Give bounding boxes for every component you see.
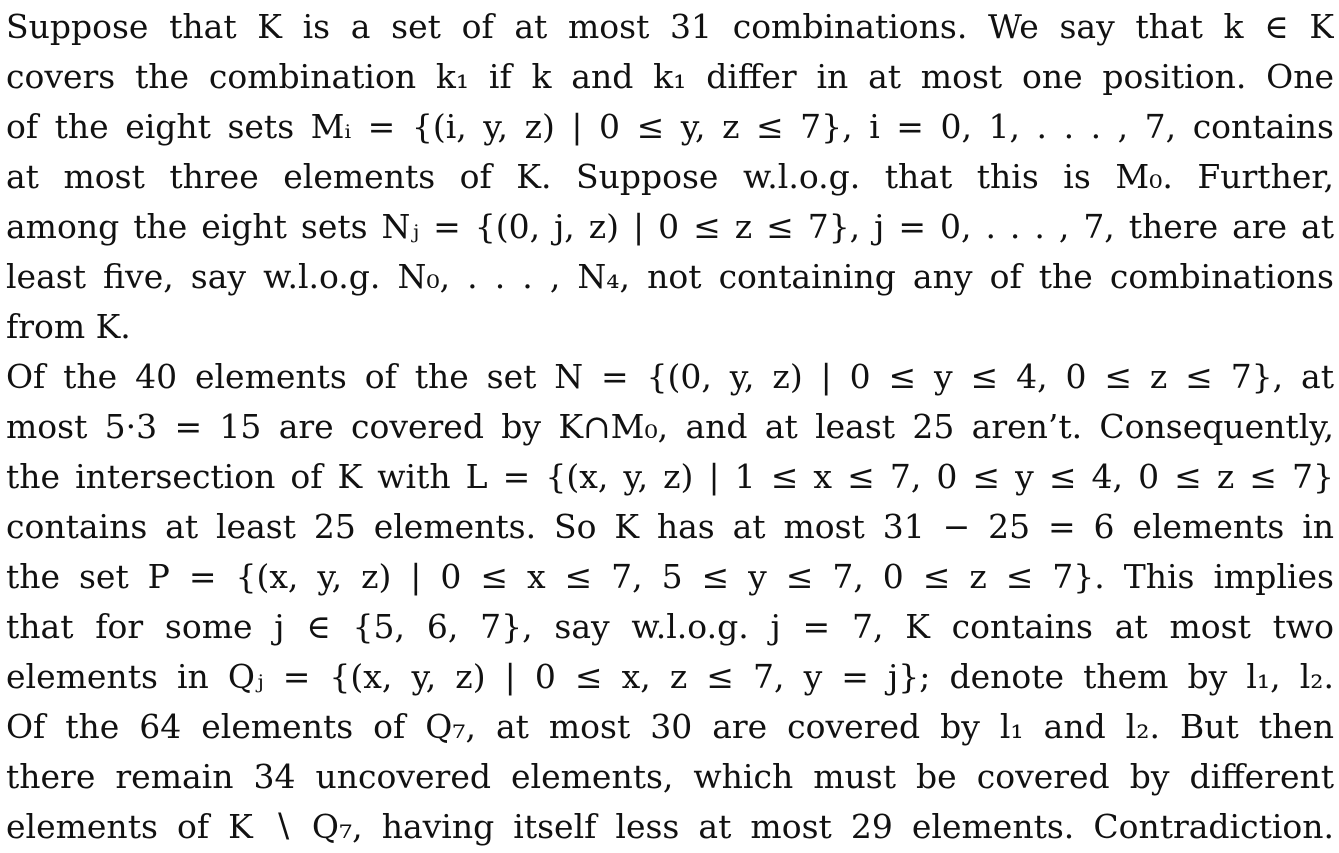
text-line: elements of K ∖ Q₇, having itself less at most 29 elements. Contradiction. bbox=[6, 807, 1334, 846]
text-line: Of the 40 elements of the set N = {(0, y, z) | 0 ≤ y ≤ 4, 0 ≤ z ≤ 7}, at bbox=[6, 357, 1334, 396]
text-line: that for some j ∈ {5, 6, 7}, say w.l.o.g. j = 7, K contains at most two bbox=[6, 607, 1334, 646]
text-line: covers the combination k₁ if k and k₁ differ in at most one position. One bbox=[6, 57, 1334, 96]
text-line: Of the 64 elements of Q₇, at most 30 are covered by l₁ and l₂. But then bbox=[6, 707, 1334, 746]
text-line: among the eight sets Nⱼ = {(0, j, z) | 0 ≤ z ≤ 7}, j = 0, . . . , 7, there are at bbox=[6, 207, 1334, 246]
text-line: the set P = {(x, y, z) | 0 ≤ x ≤ 7, 5 ≤ y ≤ 7, 0 ≤ z ≤ 7}. This implies bbox=[6, 557, 1334, 596]
document-body bbox=[6, 2, 1334, 852]
text-line: at most three elements of K. Suppose w.l.o.g. that this is M₀. Further, bbox=[6, 157, 1334, 196]
text-line: elements in Qⱼ = {(x, y, z) | 0 ≤ x, z ≤ 7, y = j}; denote them by l₁, l₂. bbox=[6, 657, 1334, 696]
text-line: from K. bbox=[6, 307, 131, 346]
text-line: of the eight sets Mᵢ = {(i, y, z) | 0 ≤ y, z ≤ 7}, i = 0, 1, . . . , 7, contains bbox=[6, 107, 1334, 146]
paragraph-2 bbox=[6, 352, 1334, 852]
text-line: least five, say w.l.o.g. N₀, . . . , N₄, not containing any of the combinations bbox=[6, 257, 1334, 296]
text-line: contains at least 25 elements. So K has at most 31 − 25 = 6 elements in bbox=[6, 507, 1334, 546]
text-line: most 5·3 = 15 are covered by K∩M₀, and at least 25 aren’t. Consequently, bbox=[6, 407, 1334, 446]
paragraph-1 bbox=[6, 2, 1334, 352]
text-line: there remain 34 uncovered elements, which must be covered by different bbox=[6, 757, 1334, 796]
text-line: the intersection of K with L = {(x, y, z) | 1 ≤ x ≤ 7, 0 ≤ y ≤ 4, 0 ≤ z ≤ 7} bbox=[6, 457, 1334, 496]
text-line: Suppose that K is a set of at most 31 combinations. We say that k ∈ K bbox=[6, 7, 1334, 46]
